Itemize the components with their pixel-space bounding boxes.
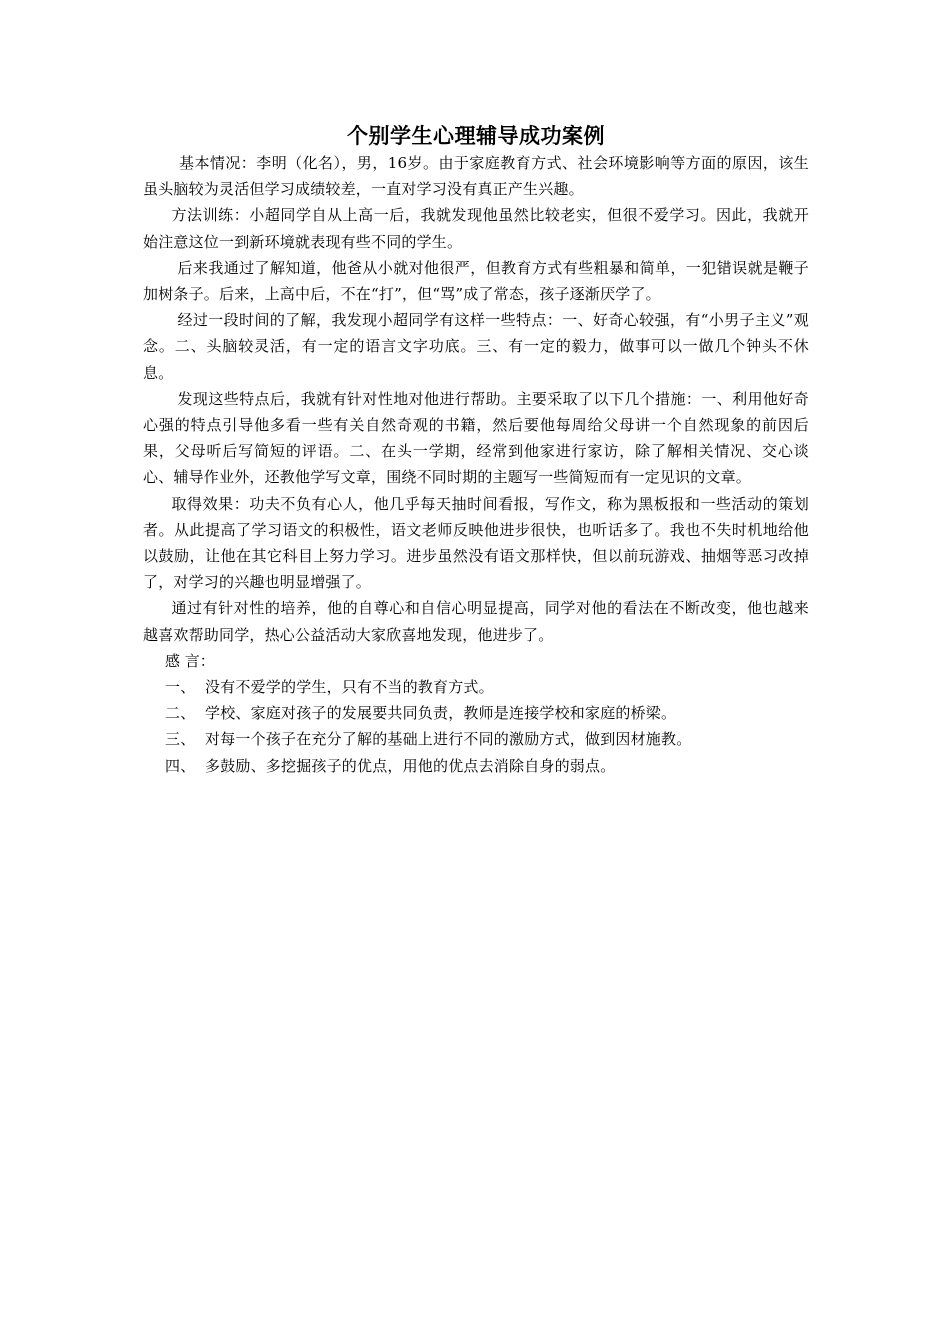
list-item: [143, 700, 809, 726]
list-item-number: 四、: [165, 756, 196, 775]
list-item: [143, 726, 809, 752]
list-item-text: 没有不爱学的学生，只有不当的教育方式。: [205, 678, 494, 697]
list-item-text: 对每一个孩子在充分了解的基础上进行不同的激励方式，做到因材施教。: [205, 730, 692, 749]
list-item-text: 学校、家庭对孩子的发展要共同负责，教师是连接学校和家庭的桥梁。: [205, 704, 677, 723]
paragraph-measures: 发现这些特点后，我就有针对性地对他进行帮助。主要采取了以下几个措施：一、利用他好奇心强的特点引导他多看一些有关自然奇观的书籍，然后要他每周给父母讲一个自然现象的前因后果，父母听后写简短的评语。二、在头一学期，经常到他家进行家访，除了解相关情况、交心谈心、辅导作业外，还教他学写文章，围绕不同时期的主题写一些简短而有一定见识的文章。: [143, 389, 809, 487]
remarks-list: [143, 674, 809, 779]
list-item-number: 二、: [165, 704, 196, 723]
paragraph-background: 后来我通过了解知道，他爸从小就对他很严，但教育方式有些粗暴和简单，一犯错误就是鞭子加树条子。后来，上高中后，不在“打”，但“骂”成了常态，孩子逐渐厌学了。: [143, 258, 809, 304]
list-item-number: 一、: [165, 678, 196, 697]
list-item: [143, 674, 809, 700]
list-item-number: 三、: [165, 730, 196, 749]
list-item: [143, 753, 809, 779]
document-title: 个别学生心理辅导成功案例: [347, 124, 605, 148]
list-item-text: 多鼓励、多挖掘孩子的优点，用他的优点去消除自身的弱点。: [205, 756, 616, 775]
document-body: [143, 122, 809, 779]
paragraph-results: 取得效果：功夫不负有心人，他几乎每天抽时间看报，写作文，称为黑板报和一些活动的策划者。从此提高了学习语文的积极性，语文老师反映他进步很快，也听话多了。我也不失时机地给他以鼓励，让他在其它科目上努力学习。进步虽然没有语文那样快，但以前玩游戏、抽烟等恶习改掉了，对学习的兴趣也明显增强了。: [143, 494, 809, 592]
paragraph-conclusion: 通过有针对性的培养，他的自尊心和自信心明显提高，同学对他的看法在不断改变，他也越来越喜欢帮助同学，热心公益活动大家欣喜地发现，他进步了。: [143, 599, 809, 644]
paragraph-basic-info: 基本情况：李明（化名），男，16岁。由于家庭教育方式、社会环境影响等方面的原因，该生虽头脑较为灵活但学习成绩较差，一直对学习没有真正产生兴趣。: [143, 154, 809, 199]
paragraph-method: 方法训练：小超同学自从上高一后，我就发现他虽然比较老实，但很不爱学习。因此，我就开始注意这位一到新环境就表现有些不同的学生。: [143, 206, 809, 251]
paragraph-traits: 经过一段时间的了解，我发现小超同学有这样一些特点：一、好奇心较强，有“小男子主义”观念。二、头脑较灵活，有一定的语言文字功底。三、有一定的毅力，做事可以一做几个钟头不休息。: [143, 311, 809, 382]
remarks-heading: 感 言：: [165, 651, 215, 670]
